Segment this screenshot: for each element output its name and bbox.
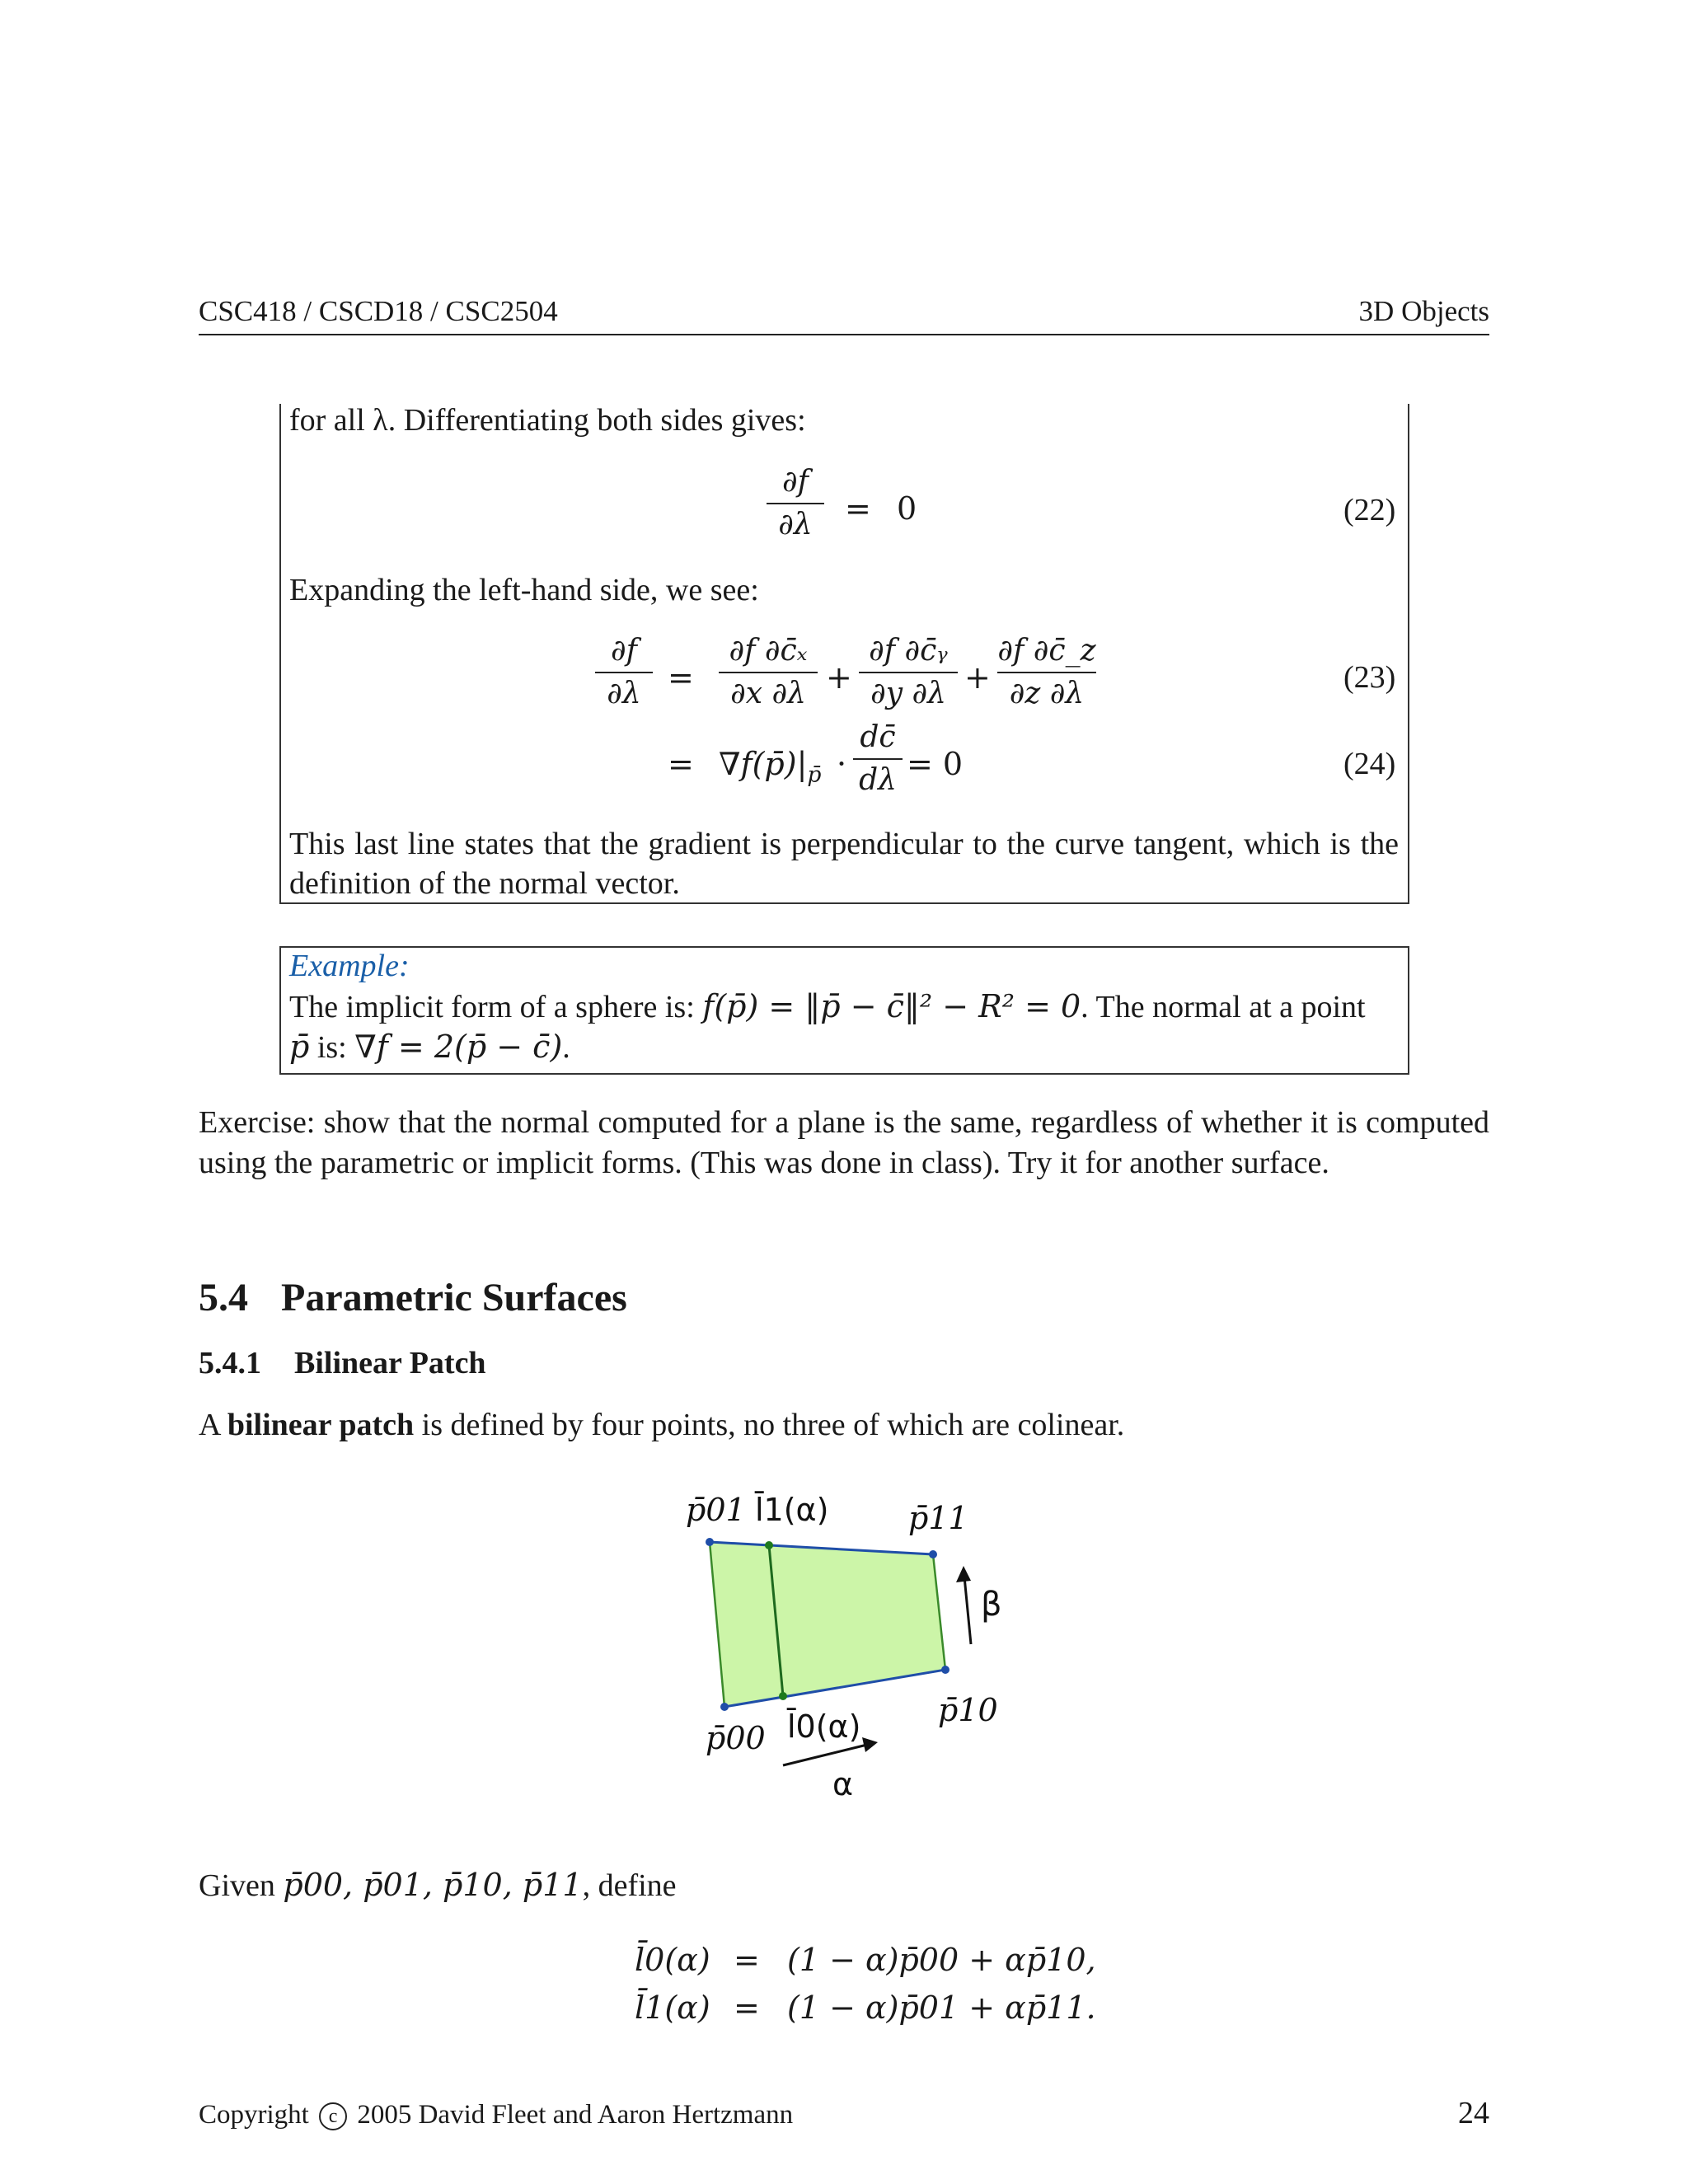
bilinear-definition: A bilinear patch is defined by four points, no three of which are colinear. — [199, 1408, 1125, 1442]
beta-arrow — [964, 1577, 971, 1644]
point-l0 — [779, 1692, 787, 1700]
label-l0: l̄0(α) — [787, 1708, 861, 1745]
header-topic: 3D Objects — [1358, 295, 1489, 327]
eq24-derivative: dc̄ dλ — [853, 719, 903, 799]
point-p11 — [929, 1550, 937, 1558]
eq23-plus1: + — [826, 659, 852, 696]
eq24-gradient: $\nabla f(p̄)|_{p̄}$ — [719, 746, 822, 788]
def-l0-rel: = — [734, 1942, 760, 1978]
beta-arrowhead — [956, 1566, 971, 1582]
box1-right-border — [1408, 404, 1409, 904]
eq24-dot: · — [837, 746, 847, 782]
example-label: Example: — [289, 949, 410, 983]
bilinear-patch-figure — [643, 1475, 1022, 1821]
label-beta: β — [981, 1586, 1002, 1624]
eq23-number: (23) — [1343, 660, 1396, 695]
eq22-number: (22) — [1343, 493, 1396, 527]
eq23-term3: ∂f ∂c̄_z ∂z ∂λ — [997, 634, 1096, 710]
def-l0-rhs: (1 − α)p̄00 + αp̄10, — [787, 1942, 1096, 1978]
label-alpha: α — [832, 1766, 854, 1802]
label-p00: p̄00 — [706, 1720, 766, 1756]
point-p10 — [941, 1666, 950, 1674]
box1-intro: for all λ. Differentiating both sides gives: — [289, 403, 806, 438]
point-p00 — [720, 1703, 729, 1711]
def-l0-lhs: l̄0(α) — [635, 1942, 710, 1978]
def-l1-rel: = — [734, 1990, 760, 2026]
point-l1 — [765, 1541, 773, 1549]
box1-conclusion: This last line states that the gradient is perpendicular to the curve tangent, which is the definition of the normal vector. — [289, 827, 1399, 901]
alpha-arrowhead — [862, 1737, 878, 1752]
example-line2: p̄ is: ∇f = 2(p̄ − c̄). — [289, 1029, 570, 1065]
alpha-arrow — [783, 1745, 867, 1765]
eq23-rel: = — [668, 659, 694, 696]
eq22-lhs: ∂f ∂λ — [767, 464, 824, 543]
subsection-heading: 5.4.1 Bilinear Patch — [199, 1346, 486, 1380]
copyright-symbol: c — [319, 2102, 347, 2130]
box1-expand: Expanding the left-hand side, we see: — [289, 573, 759, 607]
label-p10: p̄10 — [938, 1692, 998, 1728]
def-l1-lhs: l̄1(α) — [635, 1990, 710, 2026]
box1-left-border — [279, 404, 281, 904]
header-course: CSC418 / CSCD18 / CSC2504 — [199, 295, 558, 327]
given-line: Given p̄00, p̄01, p̄10, p̄11, define — [199, 1867, 677, 1903]
patch-fill — [710, 1542, 945, 1707]
point-p01 — [706, 1538, 714, 1546]
label-p11: p̄11 — [908, 1500, 968, 1536]
eq24-rhs: = 0 — [907, 746, 964, 782]
eq23-plus2: + — [964, 659, 991, 696]
def-l1-rhs: (1 − α)p̄01 + αp̄11. — [787, 1990, 1096, 2026]
eq22-rhs: 0 — [897, 490, 917, 527]
eq23-lhs: ∂f ∂λ — [595, 633, 653, 712]
eq24-rel: = — [668, 746, 694, 782]
header-rule — [199, 334, 1489, 335]
section-heading: 5.4 Parametric Surfaces — [199, 1276, 627, 1319]
label-l1: l̄1(α) — [755, 1492, 829, 1528]
eq24-number: (24) — [1343, 747, 1396, 781]
eq22-rel: = — [845, 490, 871, 527]
page-number: 24 — [1458, 2096, 1489, 2130]
eq23-term1: ∂f ∂c̄ₓ ∂x ∂λ — [719, 633, 818, 712]
example-line1: The implicit form of a sphere is: f(p̄) = ‖p̄ − c̄‖² − R² = 0. The normal at a point — [289, 988, 1366, 1024]
footer-copyright: Copyright c 2005 David Fleet and Aaron Hertzmann — [199, 2100, 794, 2130]
exercise-paragraph: Exercise: show that the normal computed for a plane is the same, regardless of whether it is computed using the parametric or implicit forms. (This was done in class). Try it for another surface. — [199, 1105, 1489, 1180]
label-p01: p̄01 — [686, 1492, 746, 1528]
eq23-term2: ∂f ∂c̄ᵧ ∂y ∂λ — [859, 633, 958, 712]
